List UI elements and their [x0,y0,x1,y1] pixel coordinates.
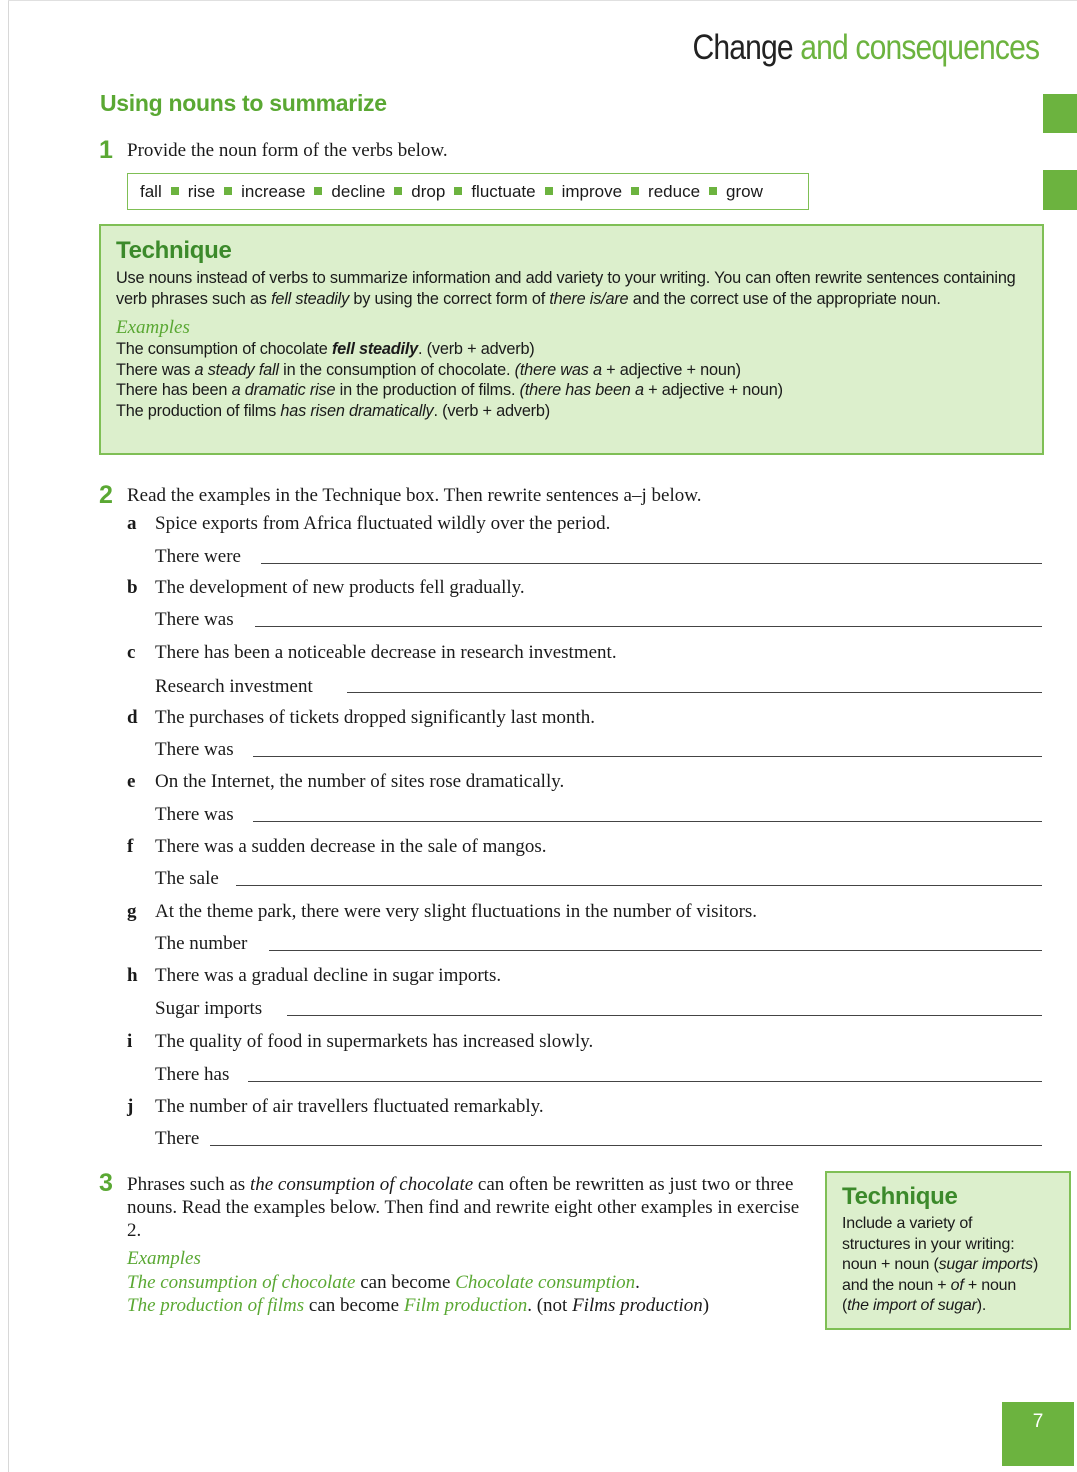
exercise-number: 3 [99,1169,113,1197]
word-box [127,173,809,210]
word: drop [411,181,446,201]
technique-example: The production of films has risen dramatically. (verb + adverb) [116,401,550,420]
item-letter: j [127,1096,134,1117]
answer-line[interactable] [261,563,1042,564]
answer-line[interactable] [253,821,1042,822]
example-line: The production of films can become Film production. (not Films production) [127,1295,710,1316]
running-head-part1: Change [692,28,793,67]
technique-line: (the import of sugar). [842,1297,987,1315]
technique-line: Include a variety of [842,1215,973,1232]
item-sentence: There was a sudden decrease in the sale of mangos. [155,836,547,857]
item-sentence: The number of air travellers fluctuated remarkably. [155,1096,544,1117]
exercise-number: 1 [99,136,113,164]
answer-prompt: Sugar imports [155,998,263,1019]
exercise-instruction: Read the examples in the Technique box. Then rewrite sentences a–j below. [127,485,702,506]
item-letter: i [127,1031,133,1052]
exercise-instruction: Provide the noun form of the verbs below. [127,140,448,161]
technique-line: and the noun + of + noun [842,1276,1017,1294]
item-sentence: The purchases of tickets dropped significantly last month. [155,707,596,728]
bullet-square-icon [314,187,322,195]
answer-line[interactable] [236,885,1042,886]
item-sentence: There was a gradual decline in sugar imports. [155,965,502,986]
examples-heading: Examples [116,317,190,338]
item-sentence: The development of new products fell gradually. [155,577,525,598]
item-letter: a [127,513,137,534]
word: grow [726,181,763,201]
edge-tab [1043,170,1077,210]
page-edge-top [8,0,1077,1]
answer-line[interactable] [287,1015,1042,1016]
technique-example: There has been a dramatic rise in the production of films. (there has been a + adjective + noun) [116,381,783,400]
technique-box [99,224,1044,455]
answer-line[interactable] [210,1145,1042,1146]
word: decline [331,181,386,201]
answer-prompt: Research investment [155,676,313,697]
answer-line[interactable] [269,950,1042,951]
technique-example: The consumption of chocolate fell steadily. (verb + adverb) [116,340,535,358]
bullet-square-icon [224,187,232,195]
word: improve [561,181,623,201]
word: reduce [648,181,701,201]
technique-body: Use nouns instead of verbs to summarize information and add variety to your writing. You can often rewrite sentences containing verb phrases such as fell steadily by using the correct form of there is/are and the correct use of the appropriate noun. [116,269,1016,308]
exercise-number: 2 [99,481,113,509]
answer-prompt: There [155,1128,200,1149]
word: fall [140,181,162,201]
word: rise [187,181,216,201]
bullet-square-icon [454,187,462,195]
answer-prompt: There has [155,1064,230,1085]
item-sentence: At the theme park, there were very slight fluctuations in the number of visitors. [155,901,758,922]
item-sentence: On the Internet, the number of sites rose dramatically. [155,771,565,792]
answer-prompt: There was [155,739,234,760]
answer-prompt: There were [155,546,241,567]
page-edge [8,0,9,1472]
running-head-part2: and consequences [800,28,1039,67]
item-letter: b [127,577,138,598]
item-letter: h [127,965,138,986]
answer-prompt: There was [155,804,234,825]
item-letter: c [127,642,136,663]
technique-line: structures in your writing: [842,1235,1015,1253]
item-letter: e [127,771,136,792]
item-sentence: There has been a noticeable decrease in research investment. [155,642,617,663]
edge-tab [1043,94,1077,133]
running-head [692,28,1039,68]
answer-line[interactable] [347,692,1042,693]
answer-prompt: The number [155,933,248,954]
bullet-square-icon [394,187,402,195]
item-sentence: Spice exports from Africa fluctuated wildly over the period. [155,513,611,534]
word: fluctuate [471,181,536,201]
item-letter: f [127,836,134,857]
item-letter: d [127,707,138,728]
word: increase [241,181,306,201]
bullet-square-icon [545,187,553,195]
bullet-square-icon [709,187,717,195]
technique-line: noun + noun (sugar imports) [842,1256,1039,1274]
technique-box [825,1171,1071,1330]
bullet-square-icon [171,187,179,195]
page-number: 7 [1002,1402,1074,1466]
section-title: Using nouns to summarize [100,90,387,116]
example-line: The consumption of chocolate can become Chocolate consumption. [127,1271,640,1293]
answer-prompt: There was [155,609,234,630]
exercise-instruction: Phrases such as the consumption of chocolate can often be rewritten as just two or three nouns. Read the examples below. Then find and rewrite eight other examples in exercise 2. [127,1174,800,1241]
technique-title: Technique [116,237,232,264]
examples-heading: Examples [127,1248,201,1269]
technique-example: There was a steady fall in the consumption of chocolate. (there was a + adjective + noun) [116,360,741,379]
bullet-square-icon [631,187,639,195]
technique-title: Technique [842,1183,958,1210]
answer-line[interactable] [248,1081,1042,1082]
item-sentence: The quality of food in supermarkets has increased slowly. [155,1031,594,1052]
answer-line[interactable] [255,626,1042,627]
exercise-examples [127,1247,709,1318]
answer-line[interactable] [253,756,1042,757]
item-letter: g [127,901,137,922]
answer-prompt: The sale [155,868,219,889]
